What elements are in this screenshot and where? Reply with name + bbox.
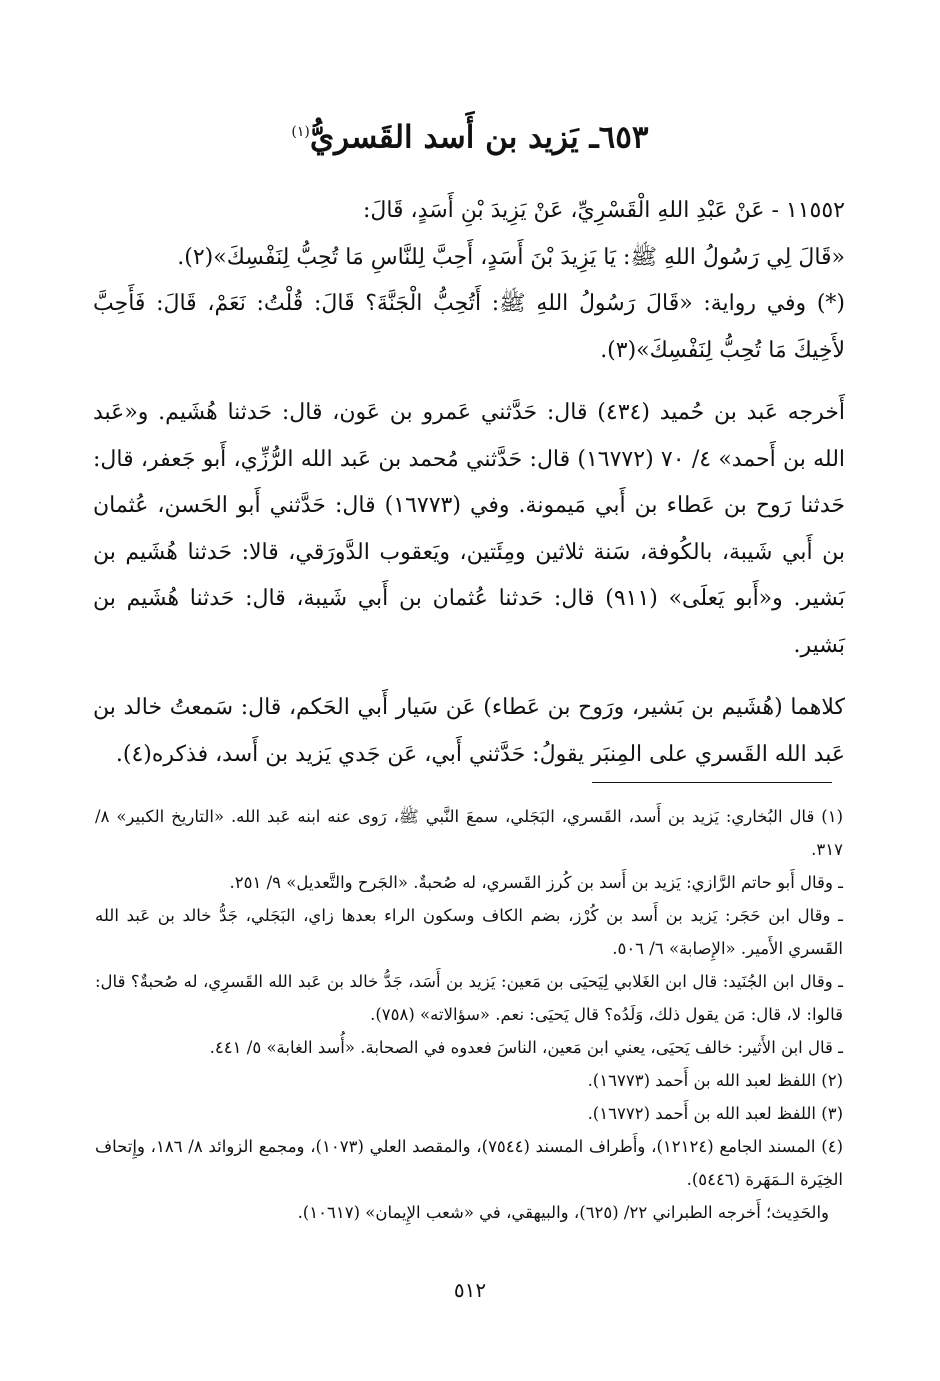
chapter-title: ٦٥٣ـ يَزيد بن أَسد القَسريُّ (309, 119, 649, 156)
footnote-4-continuation: والحَدِيث؛ أَخرجه الطبراني ٢٢/ (٦٢٥)، والبيهقي، في «شعب الإِيمان» (١٠٦١٧). (297, 1203, 829, 1222)
hadith-text: «قَالَ لِي رَسُولُ اللهِ ﷺ: يَا يَزِيدَ بْنَ أَسَدٍ، أَحِبَّ لِلنَّاسِ مَا تُحِبُّ لِنَفْسِكَ»(٢). (177, 244, 845, 270)
footnote-2: (٢) اللفظ لعبد الله بن أَحمد (١٦٧٧٣). (587, 1071, 843, 1090)
hadith-variant: (*) وفي رواية: «قَالَ رَسُولُ اللهِ ﷺ: أَتُحِبُّ الْجَنَّةَ؟ قَالَ: قُلْتُ: نَعَمْ، قَالَ: فَأَحِبَّ لأَخِيكَ مَا تُحِبُّ لِنَفْسِكَ»(٣). (93, 291, 845, 363)
footnote-1-ibn-junaid: ـ وقال ابن الجُنَيد: قال ابن الغَلابي لِيَحيَى بن مَعين: يَزيد بن أَسَد، جَدُّ خالد بن عَبد الله القَسرِي، له صُحبةٌ؟ قال: قالوا: لا، قال: مَن يقول ذلك، وَلَدُه؟ قال يَحيَى: نعم. «سؤالاته» (٧٥٨). (95, 972, 843, 1024)
hadith-number-line: ١١٥٥٢ - عَنْ عَبْدِ اللهِ الْقَسْرِيِّ، عَنْ يَزِيدَ بْنِ أَسَدٍ، قَالَ: (362, 198, 845, 223)
footnote-4: (٤) المسند الجامع (١٢١٢٤)، وأَطراف المسند (٧٥٤٤)، والمقصد العلي (١٠٧٣)، ومجمع الزوائد ٨/ ١٨٦، وإِتحاف الخِيَرة الـمَهَرة (٥٤٤٦). (95, 1137, 843, 1189)
page-number: ٥١٢ (453, 1278, 487, 1302)
takhrij-paragraph: أَخرجه عَبد بن حُميد (٤٣٤) قال: حَدَّثني عَمرو بن عَون، قال: حَدثنا هُشَيم. و«عَبد الله بن أَحمد» ٤/ ٧٠ (١٦٧٧٢) قال: حَدَّثني مُحمد بن عَبد الله الرُّزِّي، أَبو جَعفر، قال: حَدثنا رَوح بن عَطاء بن أَبي مَيمونة. وفي (١٦٧٧٣) قال: حَدَّثني أَبو الحَسن، عُثمان بن أَبي شَيبة، بالكُوفة، سَنة ثلاثين ومِئَتين، ويَعقوب الدَّورَقي، قالا: حَدثنا هُشَيم بن بَشير. و«أَبو يَعلَى» (٩١١) قال: حَدثنا عُثمان بن أَبي شَيبة، قال: حَدثنا هُشَيم بن بَشير. (93, 400, 846, 658)
isnad-summary-paragraph: كلاهما (هُشَيم بن بَشير، ورَوح بن عَطاء) عَن سَيار أَبي الحَكم، قال: سَمعتُ خالد بن عَبد الله القَسري على المِنبَر يقولُ: حَدَّثني أَبي، عَن جَدي يَزيد بن أَسد، فذكره(٤). (93, 695, 845, 767)
footnote-1-ibn-athir: ـ قال ابن الأَثير: خالف يَحيَى، يعني ابن مَعين، الناسَ فعدوه في الصحابة. «أُسد الغابة» ٥/ ٤٤١. (209, 1038, 843, 1057)
main-text (93, 188, 845, 778)
footnote-separator (592, 782, 832, 783)
title-footnote-ref: (١) (291, 124, 310, 140)
chapter-heading (0, 106, 940, 163)
footnotes (95, 800, 843, 1229)
footnote-1-abu-hatim: ـ وقال أَبو حاتم الرَّازي: يَزيد بن أَسد بن كُرز القَسري، له صُحبةٌ. «الجَرح والتَّعديل» ٩/ ٢٥١. (229, 873, 843, 892)
footnote-3: (٣) اللفظ لعبد الله بن أَحمد (١٦٧٧٢). (587, 1104, 843, 1123)
footnote-1: (١) قال البُخاري: يَزيد بن أَسد، القَسري، البَجَلي، سمعَ النَّبي ﷺ، رَوى عنه ابنه عَبد الله. «التاريخ الكبير» ٨/ ٣١٧. (95, 807, 843, 859)
footnote-1-ibn-hajar: ـ وقال ابن حَجَر: يَزيد بن أَسد بن كُرْز، بضم الكاف وسكون الراء بعدها زاي، البَجَلي، جَدُّ خالد بن عَبد الله القَسري الأَمير. «الإِصابة» ٦/ ٥٠٦. (95, 906, 843, 958)
